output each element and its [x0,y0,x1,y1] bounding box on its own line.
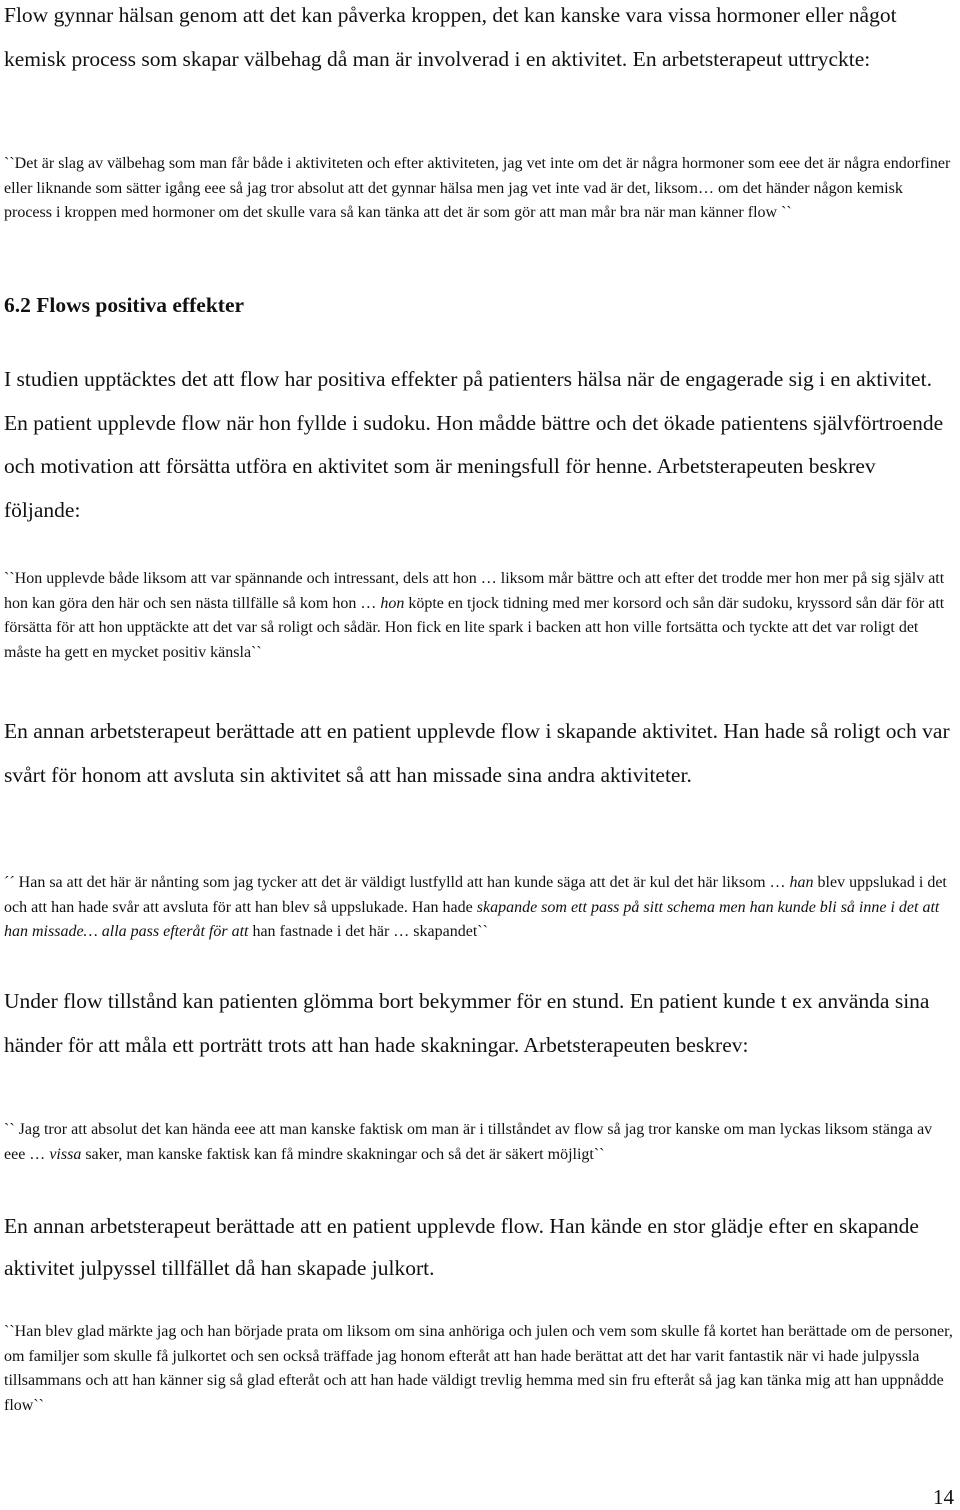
quote-block [4,567,954,665]
quote-italic-text: hon [380,594,405,612]
quote-text: `` Jag tror att absolut det kan hända eee att man kanske faktisk om man är i tillståndet av flow så jag tror kanske om man lyckas liksom stänga av eee … [4,1121,933,1163]
intro-paragraph: Flow gynnar hälsan genom att det kan påverka kroppen, det kan kanske vara vissa hormoner eller något kemisk process som skapar välbehag då man är involverad i en aktivitet. En arbetsterapeut uttryckte: [4,3,897,71]
quote-block [4,871,954,945]
paragraph: En annan arbetsterapeut berättade att en patient upplevde flow. Han kände en stor glädje efter en skapande aktivitet julpyssel tillfället då han skapade julkort. [4,1214,919,1280]
quote-block: ``Han blev glad märkte jag och han började prata om liksom om sina anhöriga och julen och vem som skulle få kortet han berättade om de personer, om familjer som skulle få julkortet och sen också träffade jag honom efteråt att han hade berättat att det har varit fantastik när vi hade julpyssla tillsammans och att han känner sig så glad efteråt och att han hade väldigt trevlig hemma med sin fru efteråt så jag kan tänka mig att han uppnådde flow`` [4,1323,953,1414]
quote-italic-text: vissa [49,1145,82,1163]
quote-text: ´´ Han sa att det här är nånting som jag tycker att det är väldigt lustfylld att han kunde säga att det är kul det här liksom … [4,874,790,891]
quote-text: ``Hon upplevde både liksom att var spännande och intressant, dels att hon … liksom mår bättre och att efter det trodde mer hon mer på sig själv att hon kan göra den här och sen nästa tillfälle så kom hon … [4,570,945,612]
quote-block [4,1118,954,1167]
paragraph: I studien upptäcktes det att flow har positiva effekter på patienters hälsa när de engagerade sig i en aktivitet. En patient upplevde flow när hon fyllde i sudoku. Hon mådde bättre och det ökade patientens självförtroende och motivation att försätta utföra en aktivitet som är meningsfull för henne. Arbetsterapeuten beskrev följande: [4,367,944,522]
quote-text: saker, man kanske faktisk kan få mindre skakningar och så det är säkert möjligt`` [81,1145,605,1163]
quote-italic-text: han [789,874,814,891]
quote-text: han fastnade i det här … skapandet`` [248,923,488,940]
section-heading: 6.2 Flows positiva effekter [4,293,245,317]
paragraph: En annan arbetsterapeut berättade att en patient upplevde flow i skapande aktivitet. Han hade så roligt och var svårt för honom att avsluta sin aktivitet så att han missade sina andra aktiviteter. [4,719,950,787]
quote-block: ``Det är slag av välbehag som man får både i aktiviteten och efter aktiviteten, jag vet inte om det är några hormoner som eee det är några endorfiner eller liknande som sätter igång eee så jag tror absolut att det gynnar hälsa men jag vet inte vad är det, liksom… om det händer någon kemisk process i kroppen med hormoner om det skulle vara så kan tänka att det är som gör att man mår bra när man känner flow `` [4,155,951,221]
quote-text: köpte en tjock tidning med mer korsord och sån där sudoku, kryssord sån där för att försätta för att hon upptäckte att det var så roligt och sådär. Hon fick en lite spark i backen att hon ville fortsätta och tyckte att det var roligt det måste ha gett en mycket positiv känsla`` [4,594,945,661]
page-number: 14 [933,1485,954,1509]
quote-italic-text: skapande som ett pass på sitt schema men han kunde bli så inne i det att han missade… alla pass efteråt för att [4,898,940,940]
paragraph: Under flow tillstånd kan patienten glömma bort bekymmer för en stund. En patient kunde t ex använda sina händer för att måla ett porträtt trots att han hade skakningar. Arbetsterapeuten beskrev: [4,989,930,1057]
quote-text: blev uppslukad i det och att han hade svår att avsluta för att han blev så uppslukade. Han hade [4,874,947,916]
